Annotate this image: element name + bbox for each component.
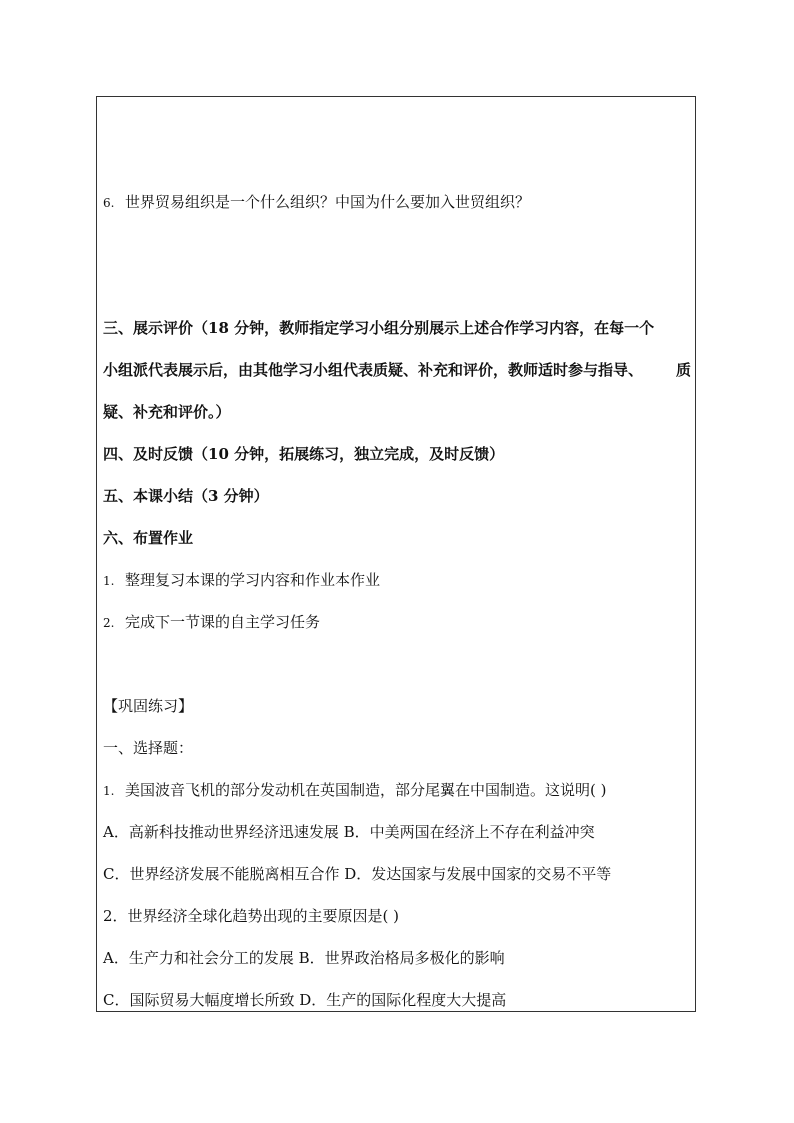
question-6 [103, 192, 530, 213]
practice-question-1-number: 1. [103, 784, 115, 798]
question-6-text: 世界贸易组织是一个什么组织？中国为什么要加入世贸组织？ [125, 193, 531, 211]
choice-section-title: 一、选择题： [103, 739, 194, 757]
homework-item-2-text: 完成下一节课的自主学习任务 [125, 613, 321, 631]
section-3-line-2-main: 小组派代表展示后，由其他学习小组代表质疑、补充和评价，教师适时参与指导、 [103, 361, 644, 379]
section-3-line-2 [103, 360, 691, 380]
practice-title: 【巩固练习】 [103, 697, 194, 715]
section-5-heading: 五、本课小结（3 分钟） [103, 487, 269, 505]
homework-item-1-text: 整理复习本课的学习内容和作业本作业 [125, 571, 381, 589]
question-6-number: 6. [103, 196, 115, 210]
practice-question-1-options-ab: A．高新科技推动世界经济迅速发展 B．中美两国在经济上不存在利益冲突 [103, 823, 595, 841]
practice-question-2-options-cd: C．国际贸易大幅度增长所致 D．生产的国际化程度大大提高 [103, 991, 507, 1009]
practice-question-1-stem: 美国波音飞机的部分发动机在英国制造，部分尾翼在中国制造。这说明( ) [125, 781, 607, 799]
homework-item-2 [103, 612, 320, 633]
practice-question-2-stem: 2．世界经济全球化趋势出现的主要原因是( ) [103, 907, 400, 925]
practice-question-1-options-cd: C．世界经济发展不能脱离相互合作 D．发达国家与发展中国家的交易不平等 [103, 865, 612, 883]
practice-question-1 [103, 780, 606, 801]
practice-question-2-options-ab: A．生产力和社会分工的发展 B．世界政治格局多极化的影响 [103, 949, 505, 967]
section-6-heading: 六、布置作业 [103, 529, 194, 547]
homework-item-1 [103, 570, 380, 591]
section-3-line-2-end: 质 [675, 361, 691, 379]
homework-item-1-number: 1. [103, 574, 115, 588]
homework-item-2-number: 2. [103, 616, 115, 630]
section-4-heading: 四、及时反馈（10 分钟，拓展练习，独立完成，及时反馈） [103, 445, 505, 463]
section-3-line-3: 疑、补充和评价。） [103, 403, 231, 421]
section-3-line-1: 三、展示评价（18 分钟，教师指定学习小组分别展示上述合作学习内容，在每一个 [103, 319, 655, 337]
